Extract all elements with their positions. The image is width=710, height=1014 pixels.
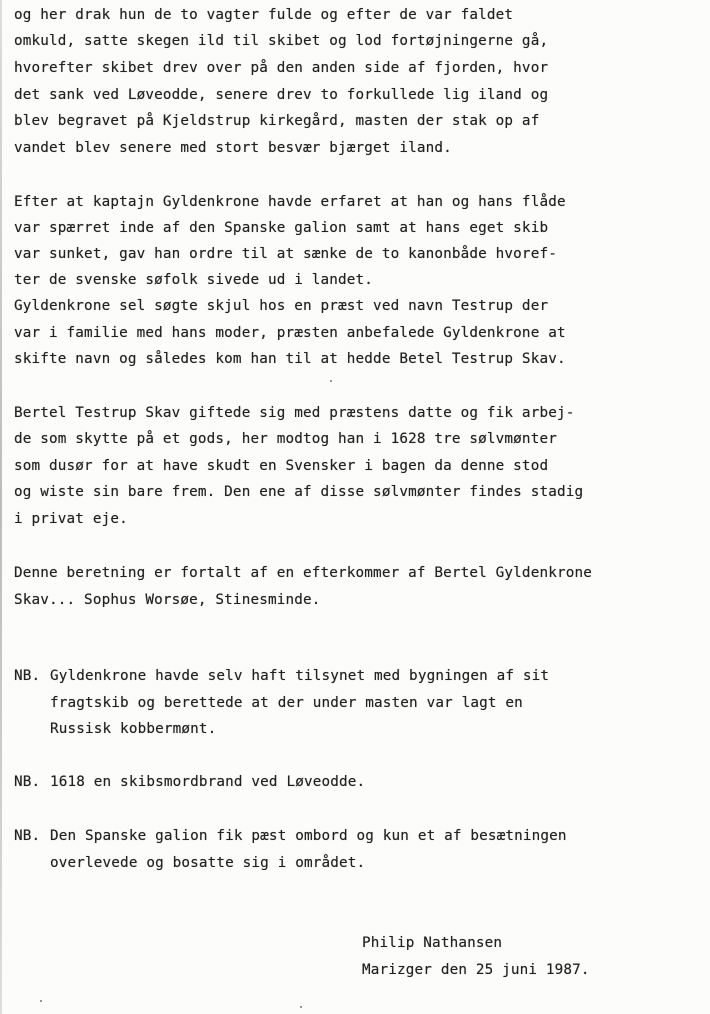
text-line: det sank ved Løveodde, senere drev to forkullede lig iland og [14,87,549,103]
text-line: Bertel Testrup Skav giftede sig med præstens datte og fik arbej- [14,405,575,421]
text-line: skifte navn og således kom han til at hedde Betel Testrup Skav. [14,351,566,367]
signature-name: Philip Nathansen [362,935,503,951]
scan-speck [40,1000,42,1002]
text-line: de som skytte på et gods, her modtog han i 1628 tre sølvmønter [14,431,557,447]
text-line: 1618 en skibsmordbrand ved Løveodde. [50,774,366,790]
text-line: fragtskib og berettede at der under masten var lagt en [50,695,523,711]
text-line: Gyldenkrone sel søgte skjul hos en præst ved navn Testrup der [14,298,549,314]
text-line: Skav... Sophus Worsøe, Stinesminde. [14,592,321,608]
text-line: blev begravet på Kjeldstrup kirkegård, masten der stak op af [14,113,540,129]
text-line: og her drak hun de to vagter fulde og efter de var faldet [14,7,514,23]
scan-speck [300,1006,302,1008]
page-edge [0,0,2,1014]
text-line: var spærret inde af den Spanske galion samt at hans eget skib [14,220,549,236]
text-line: vandet blev senere med stort besvær bjærget iland. [14,140,452,156]
signature-place-date: Marizger den 25 juni 1987. [362,962,590,978]
text-line: Efter at kaptajn Gyldenkrone havde erfaret at han og hans flåde [14,194,566,210]
text-line: ter de svenske søfolk sivede ud i landet. [14,272,374,288]
text-line: og wiste sin bare frem. Den ene af disse sølvmønter findes stadig [14,484,584,500]
text-line: Denne beretning er fortalt af en efterkommer af Bertel Gyldenkrone [14,565,592,581]
text-line: var sunket, gav han ordre til at sænke de to kanonbåde hvoref- [14,246,557,262]
text-line: var i familie med hans moder, præsten anbefalede Gyldenkrone at [14,325,566,341]
nb-prefix: NB. [14,828,41,844]
text-line: Russisk kobbermønt. [50,721,217,737]
scan-speck [330,380,332,382]
text-line: overlevede og bosatte sig i området. [50,855,366,871]
text-line: Gyldenkrone havde selv haft tilsynet med bygningen af sit [50,668,550,684]
text-line: som dusør for at have skudt en Svensker i bagen da denne stod [14,458,549,474]
text-line: omkuld, satte skegen ild til skibet og lod fortøjningerne gå, [14,33,549,49]
nb-prefix: NB. [14,668,41,684]
nb-prefix: NB. [14,774,41,790]
text-line: hvorefter skibet drev over på den anden side af fjorden, hvor [14,60,549,76]
text-line: i privat eje. [14,511,128,527]
text-line: Den Spanske galion fik pæst ombord og kun et af besætningen [50,828,567,844]
